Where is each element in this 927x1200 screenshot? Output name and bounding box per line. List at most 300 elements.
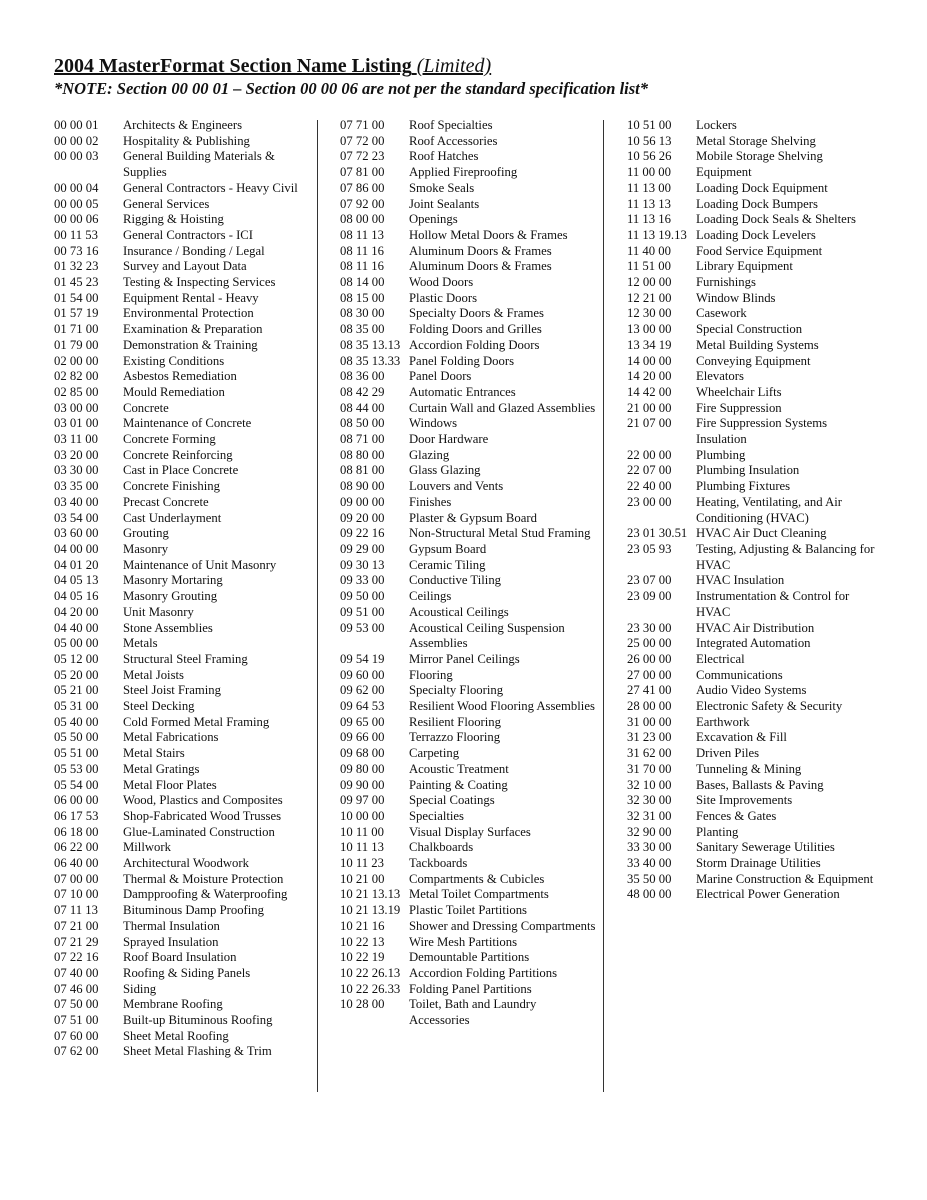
section-code: 00 00 04 — [54, 180, 99, 195]
section-name: Mould Remediation — [123, 384, 225, 399]
section-name: Concrete Forming — [123, 432, 216, 447]
section-code: 04 20 00 — [54, 604, 99, 619]
section-entry — [54, 1013, 312, 1029]
section-name: Survey and Layout Data — [123, 259, 247, 274]
section-code: 03 40 00 — [54, 494, 99, 509]
section-code: 00 11 53 — [54, 227, 98, 242]
section-name: Tackboards — [409, 856, 468, 871]
section-code: 08 11 16 — [340, 259, 384, 274]
section-code: 01 32 23 — [54, 259, 99, 274]
section-code: 08 80 00 — [340, 447, 385, 462]
section-entry — [627, 134, 877, 150]
section-name: Smoke Seals — [409, 180, 475, 195]
section-name: Driven Piles — [696, 746, 760, 761]
section-entry — [54, 982, 312, 998]
section-entry — [340, 589, 596, 605]
section-code: 11 40 00 — [627, 243, 671, 258]
section-entry — [340, 306, 596, 322]
section-entry — [340, 935, 596, 951]
section-name: Resilient Wood Flooring Assemblies — [409, 699, 595, 714]
section-entry — [54, 903, 312, 919]
section-name: Chalkboards — [409, 840, 474, 855]
section-entry — [54, 856, 312, 872]
section-code: 10 22 26.33 — [340, 981, 401, 996]
section-name: Siding — [123, 981, 157, 996]
section-code: 01 45 23 — [54, 275, 99, 290]
section-entry — [627, 856, 877, 872]
section-entry — [54, 416, 312, 432]
section-code: 09 00 00 — [340, 494, 385, 509]
section-name: Special Coatings — [409, 793, 495, 808]
section-code: 10 21 00 — [340, 871, 385, 886]
section-name: Casework — [696, 306, 747, 321]
section-name: Door Hardware — [409, 432, 489, 447]
section-code: 31 00 00 — [627, 714, 672, 729]
section-entry — [627, 244, 877, 260]
section-code: 08 44 00 — [340, 400, 385, 415]
section-name: Acoustical Ceiling Suspension Assemblies — [409, 620, 565, 651]
section-name: Concrete Reinforcing — [123, 447, 233, 462]
section-name: Loading Dock Levelers — [696, 227, 816, 242]
section-name: Earthwork — [696, 714, 750, 729]
section-name: Maintenance of Unit Masonry — [123, 557, 277, 572]
section-name: Unit Masonry — [123, 604, 194, 619]
section-entry — [340, 149, 596, 165]
section-code: 23 00 00 — [627, 494, 672, 509]
section-code: 07 00 00 — [54, 871, 99, 886]
section-name: Ceilings — [409, 589, 452, 604]
section-code: 32 10 00 — [627, 777, 672, 792]
section-name: Metal Fabrications — [123, 730, 219, 745]
section-code: 07 60 00 — [54, 1028, 99, 1043]
section-code: 05 40 00 — [54, 714, 99, 729]
section-name: Equipment — [696, 165, 752, 180]
section-code: 01 79 00 — [54, 337, 99, 352]
section-name: Metal Joists — [123, 667, 184, 682]
section-name: Aluminum Doors & Frames — [409, 259, 552, 274]
section-code: 31 62 00 — [627, 746, 672, 761]
section-code: 11 51 00 — [627, 259, 671, 274]
section-name: Mobile Storage Shelving — [696, 149, 823, 164]
section-code: 07 22 16 — [54, 950, 99, 965]
section-name: Steel Joist Framing — [123, 683, 221, 698]
section-entry — [54, 935, 312, 951]
section-name: Structural Steel Framing — [123, 651, 248, 666]
section-code: 01 71 00 — [54, 322, 99, 337]
section-name: Excavation & Fill — [696, 730, 787, 745]
section-entry — [627, 683, 877, 699]
section-name: Communications — [696, 667, 783, 682]
section-entry — [627, 149, 877, 165]
section-name: Precast Concrete — [123, 494, 209, 509]
section-entry — [340, 401, 596, 417]
section-entry — [54, 197, 312, 213]
section-name: Food Service Equipment — [696, 243, 823, 258]
section-name: Panel Folding Doors — [409, 353, 515, 368]
section-name: Panel Doors — [409, 369, 472, 384]
section-name: Cast in Place Concrete — [123, 463, 239, 478]
section-code: 07 92 00 — [340, 196, 385, 211]
section-entry — [340, 997, 596, 1028]
section-code: 07 21 00 — [54, 918, 99, 933]
section-entry — [340, 966, 596, 982]
section-code: 10 11 13 — [340, 840, 384, 855]
section-name: Compartments & Cubicles — [409, 871, 545, 886]
section-name: Membrane Roofing — [123, 997, 223, 1012]
section-code: 22 40 00 — [627, 479, 672, 494]
section-code: 23 01 30.51 — [627, 526, 688, 541]
section-name: Accordion Folding Doors — [409, 337, 540, 352]
section-entry — [340, 448, 596, 464]
section-name: Louvers and Vents — [409, 479, 504, 494]
section-entry — [627, 699, 877, 715]
section-name: Sanitary Sewerage Utilities — [696, 840, 835, 855]
section-code: 11 13 13 — [627, 196, 671, 211]
section-entry — [340, 511, 596, 527]
section-code: 14 42 00 — [627, 384, 672, 399]
section-code: 08 11 13 — [340, 227, 384, 242]
section-name: Hollow Metal Doors & Frames — [409, 227, 568, 242]
section-name: Specialties — [409, 808, 464, 823]
section-code: 05 54 00 — [54, 777, 99, 792]
section-entry — [627, 872, 877, 888]
section-entry — [627, 291, 877, 307]
section-name: Millwork — [123, 840, 171, 855]
section-name: Roof Accessories — [409, 133, 498, 148]
section-entry — [54, 950, 312, 966]
section-code: 08 50 00 — [340, 416, 385, 431]
section-code: 09 54 19 — [340, 651, 385, 666]
section-name: Painting & Coating — [409, 777, 508, 792]
section-code: 02 85 00 — [54, 384, 99, 399]
section-code: 07 10 00 — [54, 887, 99, 902]
section-code: 00 00 01 — [54, 118, 99, 132]
section-code: 03 60 00 — [54, 526, 99, 541]
section-code: 10 22 13 — [340, 934, 385, 949]
section-entry — [627, 369, 877, 385]
section-code: 10 22 26.13 — [340, 965, 401, 980]
section-code: 09 62 00 — [340, 683, 385, 698]
section-entry — [627, 259, 877, 275]
section-entry — [627, 542, 877, 573]
section-name: Window Blinds — [696, 290, 776, 305]
section-code: 14 00 00 — [627, 353, 672, 368]
section-entry — [340, 558, 596, 574]
section-entry — [627, 338, 877, 354]
section-name: Special Construction — [696, 322, 803, 337]
section-entry — [627, 589, 877, 620]
section-entry — [627, 448, 877, 464]
section-code: 08 35 13.33 — [340, 353, 401, 368]
section-code: 33 40 00 — [627, 856, 672, 871]
section-entry — [54, 354, 312, 370]
section-code: 00 73 16 — [54, 243, 99, 258]
section-name: Plastic Doors — [409, 290, 478, 305]
section-code: 05 00 00 — [54, 636, 99, 651]
section-name: Conductive Tiling — [409, 573, 502, 588]
section-entry — [340, 887, 596, 903]
section-code: 10 21 13.19 — [340, 903, 401, 918]
section-name: Mirror Panel Ceilings — [409, 651, 520, 666]
section-entry — [340, 275, 596, 291]
section-name: Metal Building Systems — [696, 337, 819, 352]
section-entry — [340, 542, 596, 558]
section-code: 04 00 00 — [54, 541, 99, 556]
section-entry — [627, 212, 877, 228]
section-code: 10 28 00 — [340, 997, 385, 1012]
section-name: Plumbing Insulation — [696, 463, 800, 478]
section-entry — [54, 636, 312, 652]
section-entry — [54, 840, 312, 856]
section-entry — [54, 872, 312, 888]
section-entry — [54, 322, 312, 338]
section-entry — [627, 652, 877, 668]
section-name: Loading Dock Bumpers — [696, 196, 818, 211]
section-code: 09 68 00 — [340, 746, 385, 761]
section-code: 08 81 00 — [340, 463, 385, 478]
section-name: Plumbing Fixtures — [696, 479, 791, 494]
section-entry — [340, 856, 596, 872]
section-name: Glass Glazing — [409, 463, 481, 478]
section-name: Built-up Bituminous Roofing — [123, 1013, 273, 1028]
section-name: Lockers — [696, 118, 737, 132]
section-code: 07 86 00 — [340, 180, 385, 195]
section-code: 07 40 00 — [54, 965, 99, 980]
section-code: 02 00 00 — [54, 353, 99, 368]
section-entry — [340, 793, 596, 809]
section-code: 08 35 00 — [340, 322, 385, 337]
section-code: 48 00 00 — [627, 887, 672, 902]
section-entry — [54, 558, 312, 574]
section-name: Shop-Fabricated Wood Trusses — [123, 808, 282, 823]
section-code: 07 11 13 — [54, 903, 98, 918]
section-code: 05 53 00 — [54, 761, 99, 776]
section-name: Thermal Insulation — [123, 918, 220, 933]
section-name: Wheelchair Lifts — [696, 384, 782, 399]
section-entry — [340, 432, 596, 448]
section-entry — [54, 668, 312, 684]
section-name: Metal Floor Plates — [123, 777, 217, 792]
section-name: Asbestos Remediation — [123, 369, 237, 384]
section-name: Integrated Automation — [696, 636, 811, 651]
section-code: 03 20 00 — [54, 447, 99, 462]
section-name: Loading Dock Equipment — [696, 180, 828, 195]
section-name: Fences & Gates — [696, 808, 777, 823]
section-name: Electronic Safety & Security — [696, 699, 843, 714]
section-name: Sheet Metal Flashing & Trim — [123, 1044, 272, 1059]
section-entry — [54, 228, 312, 244]
section-entry — [627, 401, 877, 417]
section-name: Steel Decking — [123, 699, 195, 714]
section-entry — [54, 699, 312, 715]
section-name: Specialty Doors & Frames — [409, 306, 544, 321]
listing-column-2 — [340, 118, 596, 1029]
section-name: Maintenance of Concrete — [123, 416, 252, 431]
section-entry — [627, 840, 877, 856]
section-code: 06 17 53 — [54, 808, 99, 823]
section-code: 09 60 00 — [340, 667, 385, 682]
section-name: Plumbing — [696, 447, 746, 462]
section-entry — [54, 746, 312, 762]
section-entry — [627, 479, 877, 495]
section-name: Glue-Laminated Construction — [123, 824, 275, 839]
section-code: 02 82 00 — [54, 369, 99, 384]
section-code: 00 00 03 — [54, 149, 99, 164]
section-code: 13 00 00 — [627, 322, 672, 337]
section-entry — [54, 762, 312, 778]
section-code: 08 30 00 — [340, 306, 385, 321]
section-entry — [340, 903, 596, 919]
section-entry — [627, 275, 877, 291]
section-name: Roof Hatches — [409, 149, 479, 164]
section-entry — [627, 668, 877, 684]
section-name: Folding Doors and Grilles — [409, 322, 542, 337]
section-entry — [340, 322, 596, 338]
section-name: Acoustic Treatment — [409, 761, 509, 776]
section-code: 06 22 00 — [54, 840, 99, 855]
section-name: Existing Conditions — [123, 353, 225, 368]
section-code: 05 31 00 — [54, 699, 99, 714]
section-entry — [54, 479, 312, 495]
section-code: 11 00 00 — [627, 165, 671, 180]
section-name: Metal Stairs — [123, 746, 185, 761]
section-name: Bituminous Damp Proofing — [123, 903, 264, 918]
section-code: 07 72 23 — [340, 149, 385, 164]
section-entry — [54, 997, 312, 1013]
section-code: 10 11 00 — [340, 824, 384, 839]
section-code: 09 65 00 — [340, 714, 385, 729]
section-name: Architectural Woodwork — [123, 856, 249, 871]
section-name: Insurance / Bonding / Legal — [123, 243, 265, 258]
section-code: 27 00 00 — [627, 667, 672, 682]
page-title — [54, 55, 491, 78]
section-name: Masonry Mortaring — [123, 573, 223, 588]
section-code: 11 13 16 — [627, 212, 671, 227]
title-qualifier: (Limited) — [416, 55, 492, 77]
section-name: Loading Dock Seals & Shelters — [696, 212, 856, 227]
section-code: 03 35 00 — [54, 479, 99, 494]
section-code: 26 00 00 — [627, 651, 672, 666]
section-code: 28 00 00 — [627, 699, 672, 714]
section-name: Roof Board Insulation — [123, 950, 237, 965]
section-entry — [340, 778, 596, 794]
section-code: 08 35 13.13 — [340, 337, 401, 352]
section-entry — [627, 228, 877, 244]
section-entry — [340, 950, 596, 966]
section-entry — [340, 919, 596, 935]
section-entry — [340, 605, 596, 621]
section-entry — [54, 715, 312, 731]
section-code: 09 64 53 — [340, 699, 385, 714]
title-main: 2004 MasterFormat Section Name Listing — [54, 55, 412, 77]
section-entry — [627, 322, 877, 338]
section-name: Folding Panel Partitions — [409, 981, 532, 996]
section-code: 11 13 19.13 — [627, 227, 687, 242]
section-entry — [627, 118, 877, 134]
section-entry — [627, 526, 877, 542]
section-entry — [340, 228, 596, 244]
section-code: 12 00 00 — [627, 275, 672, 290]
section-entry — [340, 134, 596, 150]
section-code: 04 01 20 — [54, 557, 99, 572]
section-name: Environmental Protection — [123, 306, 254, 321]
section-code: 00 00 06 — [54, 212, 99, 227]
section-code: 09 30 13 — [340, 557, 385, 572]
section-entry — [340, 840, 596, 856]
section-code: 10 00 00 — [340, 808, 385, 823]
section-entry — [627, 416, 877, 447]
section-code: 23 09 00 — [627, 589, 672, 604]
section-name: Roof Specialties — [409, 118, 493, 132]
section-entry — [627, 165, 877, 181]
section-name: Applied Fireproofing — [409, 165, 518, 180]
section-name: Aluminum Doors & Frames — [409, 243, 552, 258]
section-entry — [54, 338, 312, 354]
section-entry — [627, 793, 877, 809]
section-note: *NOTE: Section 00 00 01 – Section 00 00 06 are not per the standard specification list* — [54, 79, 649, 98]
section-name: Shower and Dressing Compartments — [409, 918, 596, 933]
column-divider-2 — [603, 120, 604, 1092]
section-name: Accordion Folding Partitions — [409, 965, 558, 980]
section-entry — [627, 636, 877, 652]
section-name: Audio Video Systems — [696, 683, 807, 698]
section-name: Testing & Inspecting Services — [123, 275, 276, 290]
section-name: Marine Construction & Equipment — [696, 871, 874, 886]
section-code: 07 46 00 — [54, 981, 99, 996]
section-name: Elevators — [696, 369, 744, 384]
section-code: 07 21 29 — [54, 934, 99, 949]
section-name: Concrete Finishing — [123, 479, 220, 494]
section-name: Architects & Engineers — [123, 118, 243, 132]
section-code: 07 81 00 — [340, 165, 385, 180]
section-code: 00 00 05 — [54, 196, 99, 211]
section-name: Hospitality & Publishing — [123, 133, 250, 148]
section-name: Cold Formed Metal Framing — [123, 714, 270, 729]
section-code: 10 11 23 — [340, 856, 384, 871]
section-name: Plastic Toilet Partitions — [409, 903, 527, 918]
section-entry — [340, 526, 596, 542]
section-entry — [340, 479, 596, 495]
section-code: 09 29 00 — [340, 541, 385, 556]
section-entry — [627, 573, 877, 589]
section-name: Masonry — [123, 541, 169, 556]
section-code: 08 14 00 — [340, 275, 385, 290]
section-code: 04 05 16 — [54, 589, 99, 604]
section-name: Bases, Ballasts & Paving — [696, 777, 824, 792]
section-code: 03 11 00 — [54, 432, 98, 447]
section-entry — [340, 495, 596, 511]
section-entry — [54, 212, 312, 228]
section-entry — [340, 291, 596, 307]
section-code: 35 50 00 — [627, 871, 672, 886]
section-entry — [627, 354, 877, 370]
section-code: 10 56 13 — [627, 133, 672, 148]
section-code: 03 54 00 — [54, 510, 99, 525]
section-code: 12 21 00 — [627, 290, 672, 305]
section-entry — [340, 197, 596, 213]
section-code: 06 00 00 — [54, 793, 99, 808]
section-entry — [627, 715, 877, 731]
section-entry — [54, 730, 312, 746]
section-entry — [627, 746, 877, 762]
section-name: Carpeting — [409, 746, 460, 761]
section-code: 12 30 00 — [627, 306, 672, 321]
section-entry — [54, 291, 312, 307]
section-entry — [54, 511, 312, 527]
section-name: Terrazzo Flooring — [409, 730, 501, 745]
section-entry — [340, 165, 596, 181]
section-name: Wood Doors — [409, 275, 474, 290]
